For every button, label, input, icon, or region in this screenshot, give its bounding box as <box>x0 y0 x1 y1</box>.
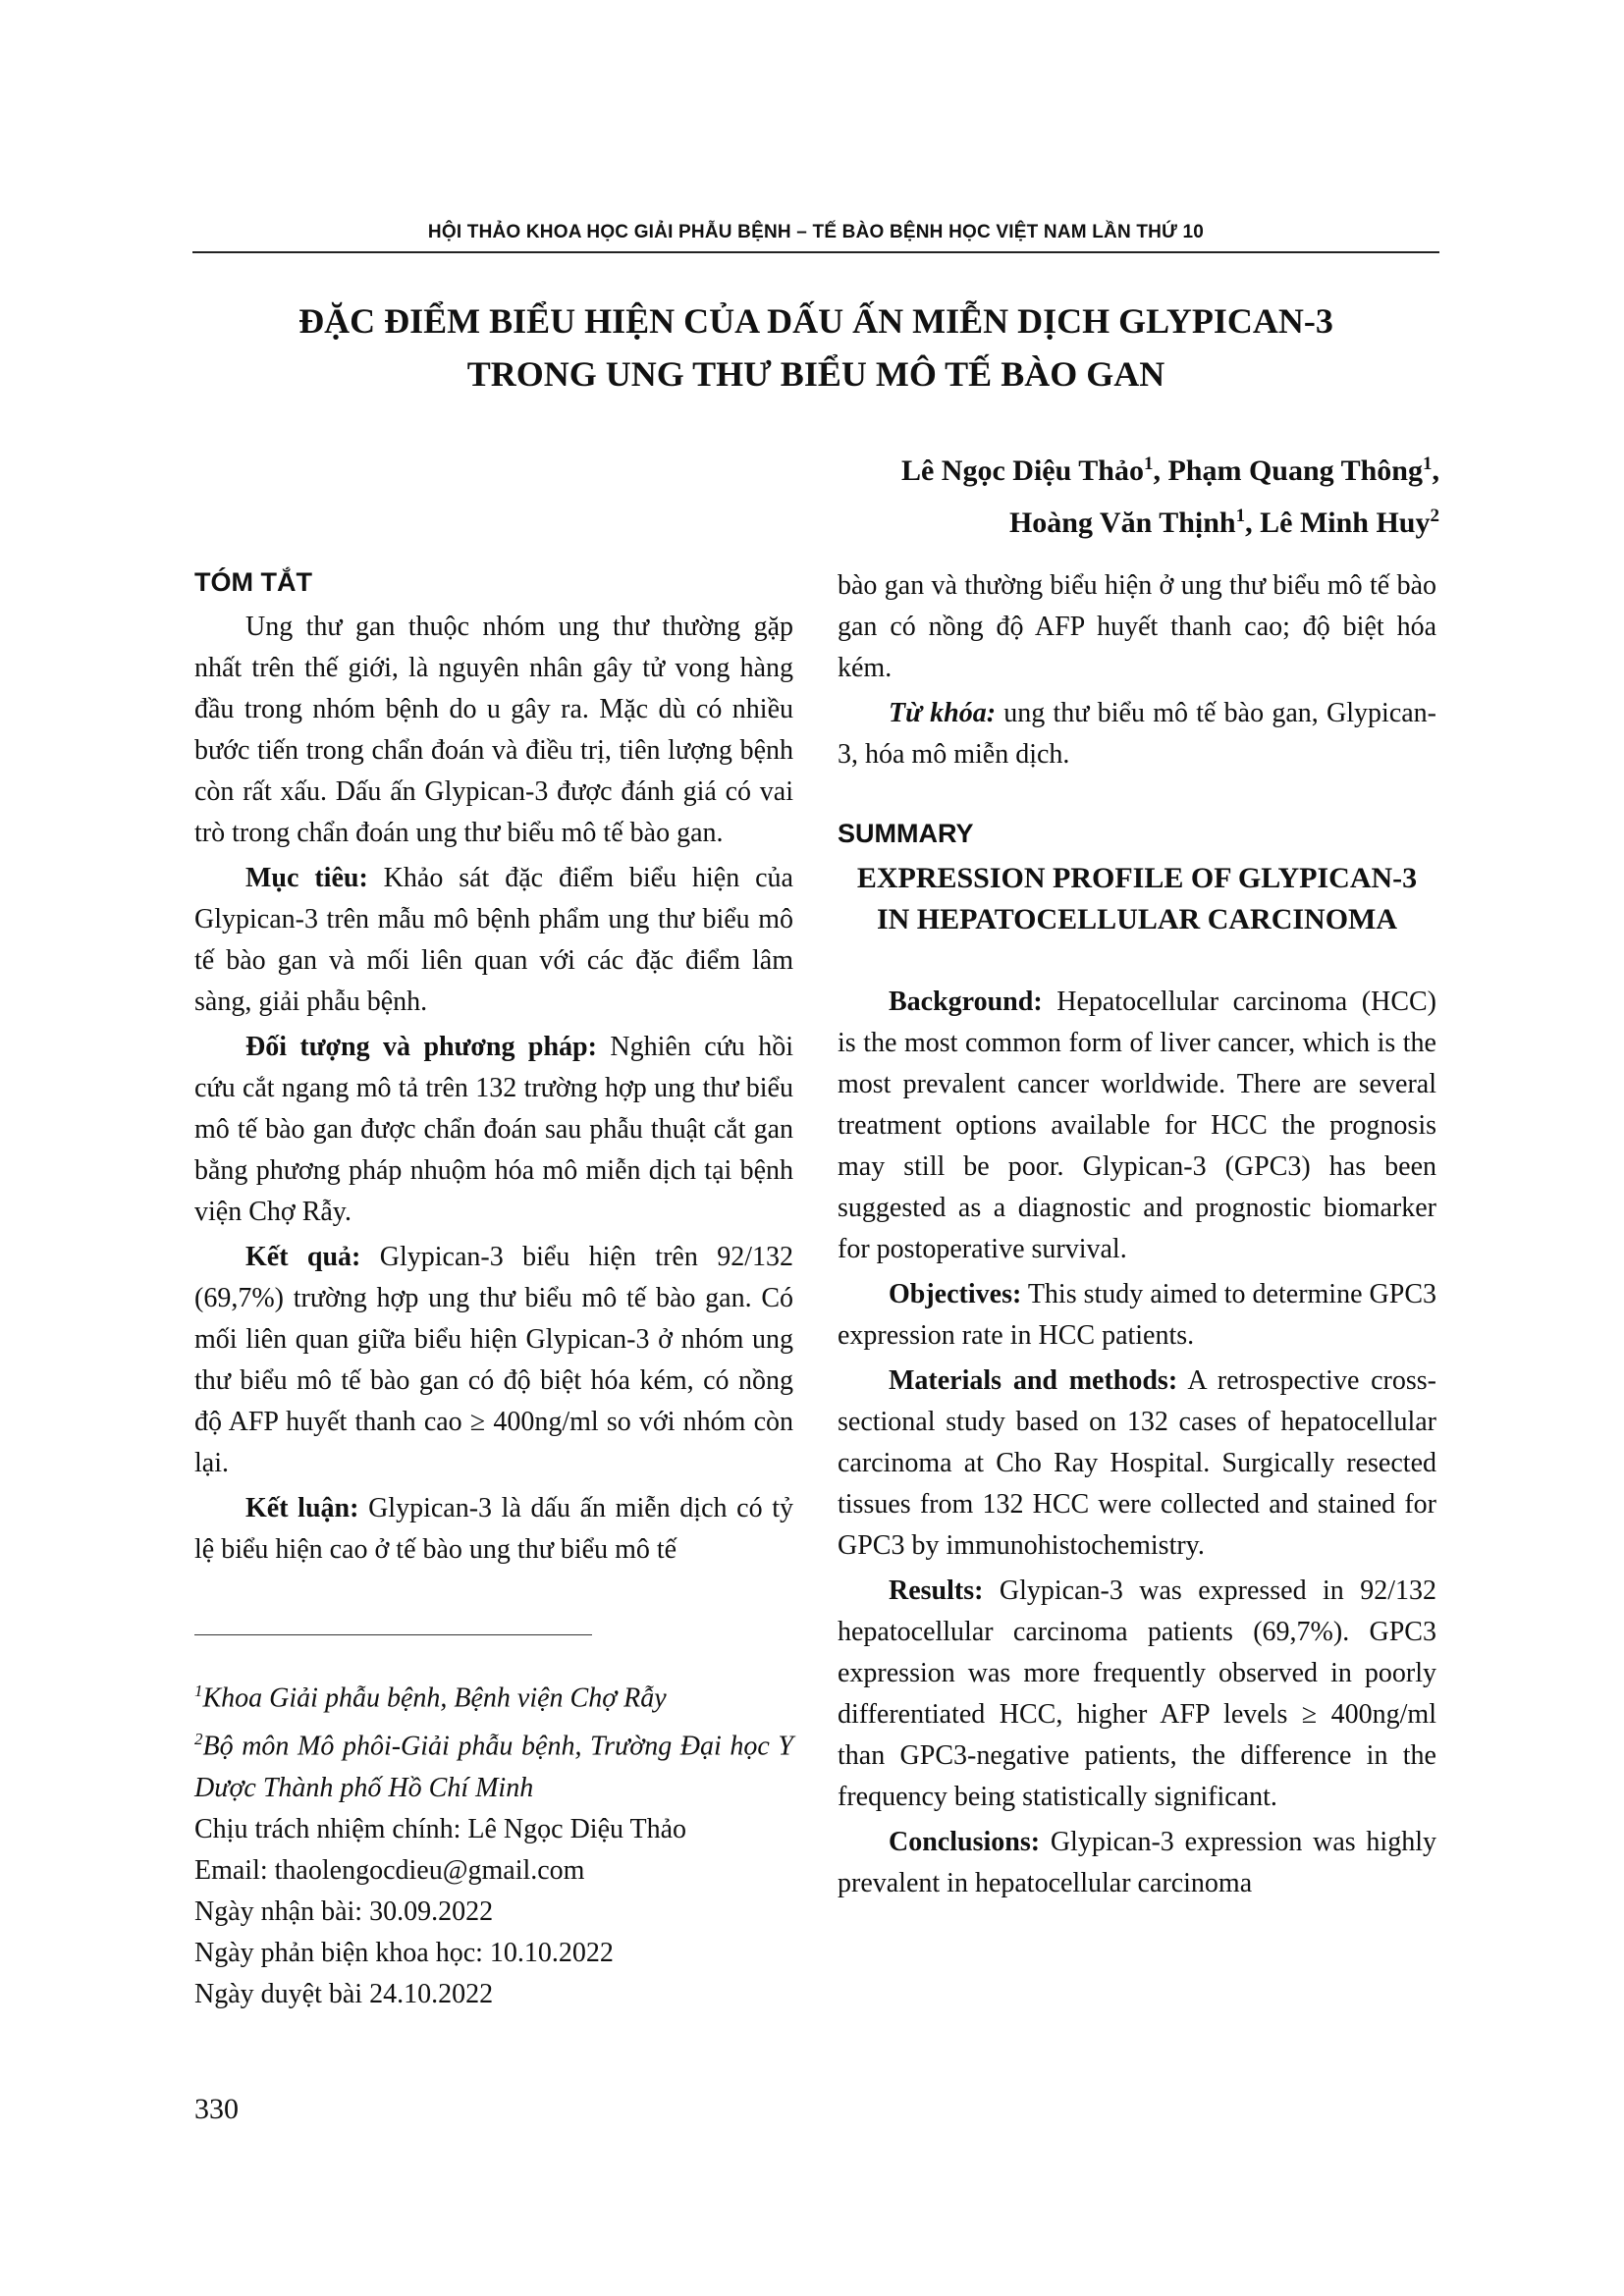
vn-abstract-heading: TÓM TẮT <box>194 567 312 597</box>
date-approved: Ngày duyệt bài 24.10.2022 <box>194 1978 494 2009</box>
running-header: HỘI THẢO KHOA HỌC GIẢI PHẪU BỆNH – TẾ BÀO BỆNH HỌC VIỆT NAM LẦN THỨ 10 <box>427 222 1205 242</box>
author-name: Hoàng Văn Thịnh <box>1008 507 1236 539</box>
author-list <box>901 442 1439 546</box>
en-title: EXPRESSION PROFILE OF GLYPICAN-3 IN HEPATOCELLULAR CARCINOMA <box>856 862 1418 935</box>
footnote-rule <box>194 1634 592 1635</box>
footnotes <box>194 1671 793 2015</box>
corresponding-author: Chịu trách nhiệm chính: Lê Ngọc Diệu Thảo <box>194 1813 687 1844</box>
en-results: Results: Glypican-3 was expressed in 92/132 hepatocellular carcinoma patients (69,7%). GPC3 expression was more frequently observed in poorly differentiated HCC, higher AFP levels ≥ 400ng/ml than GPC3-negative patients, the difference in the frequency being statistically significant. <box>838 1575 1436 1812</box>
en-background: Background: Hepatocellular carcinoma (HCC) is the most common form of liver cancer, which is the most prevalent cancer worldwide. There are several treatment options available for HCC the prognosis may still be poor. Glypican-3 (GPC3) has been suggested as a diagnostic and prognostic biomarker for postoperative survival. <box>838 987 1436 1264</box>
email: Email: thaolengocdieu@gmail.com <box>194 1854 585 1886</box>
author-name: Lê Minh Huy <box>1260 507 1431 539</box>
en-summary-heading: SUMMARY <box>838 819 974 848</box>
affiliation-2: $^2$Bộ môn Mô phôi-Giải phẫu bệnh, Trường Đại học Y Dược Thành phố Hồ Chí Minh <box>194 1730 793 1803</box>
date-reviewed: Ngày phản biện khoa học: 10.10.2022 <box>194 1937 614 1968</box>
vn-intro: Ung thư gan thuộc nhóm ung thư thường gặp nhất trên thế giới, là nguyên nhân gây tử vong hàng đầu trong nhóm bệnh do u gây ra. Mặc dù có nhiều bước tiến trong chẩn đoán và điều trị, tiên lượng bệnh còn rất xấu. Dấu ấn Glypican-3 được đánh giá có vai trò trong chẩn đoán ung thư biểu mô tế bào gan. <box>194 612 793 848</box>
author-name: Lê Ngọc Diệu Thảo <box>900 454 1144 487</box>
vn-conclusion: Kết luận: Glypican-3 là dấu ấn miễn dịch có tỷ lệ biểu hiện cao ở tế bào ung thư biểu mô tế <box>194 1493 794 1565</box>
author-name: Phạm Quang Thông <box>1167 454 1423 487</box>
header-rule <box>192 251 1439 253</box>
title-line-2: TRONG UNG THƯ BIỂU MÔ TẾ BÀO GAN <box>466 354 1165 394</box>
page-number: 330 <box>194 2093 239 2125</box>
vn-methods: Đối tượng và phương pháp: Nghiên cứu hồi cứu cắt ngang mô tả trên 132 trường hợp ung thư biểu mô tế bào gan được chẩn đoán sau phẫu thuật cắt gan bằng phương pháp nhuộm hóa mô miễn dịch tại bệnh viện Chợ Rẫy. <box>194 1032 793 1227</box>
article-title <box>192 294 1439 400</box>
vn-keywords: Từ khóa: ung thư biểu mô tế bào gan, Glypican-3, hóa mô miễn dịch. <box>838 698 1436 770</box>
vn-abstract-continued <box>838 565 1436 775</box>
affiliation-1: $^1$Khoa Giải phẫu bệnh, Bệnh viện Chợ Rẫy <box>194 1682 667 1714</box>
en-methods: Materials and methods: A retrospective cross-sectional study based on 132 cases of hepatocellular carcinoma at Cho Ray Hospital. Surgically resected tissues from 132 HCC were collected and stained for GPC3 by immunohistochemistry. <box>838 1365 1436 1561</box>
vn-conclusion-cont: bào gan và thường biểu hiện ở ung thư biểu mô tế bào gan có nồng độ AFP huyết thanh cao; độ biệt hóa kém. <box>838 570 1436 683</box>
author-line-2: Hoàng Văn Thịnh$^1$, Lê Minh Huy$^2$ <box>1008 506 1439 539</box>
en-summary <box>838 982 1436 1904</box>
en-objectives: Objectives: This study aimed to determine GPC3 expression rate in HCC patients. <box>838 1279 1436 1351</box>
vn-objective: Mục tiêu: Khảo sát đặc điểm biểu hiện của Glypican-3 trên mẫu mô bệnh phẩm ung thư biểu mô tế bào gan và mối liên quan với các đặc điểm lâm sàng, giải phẫu bệnh. <box>194 863 793 1017</box>
date-received: Ngày nhận bài: 30.09.2022 <box>194 1896 494 1927</box>
vn-results: Kết quả: Glypican-3 biểu hiện trên 92/132 (69,7%) trường hợp ung thư biểu mô tế bào gan. Có mối liên quan giữa biểu hiện Glypican-3 ở nhóm ung thư biểu mô tế bào gan có độ biệt hóa kém, có nồng độ AFP huyết thanh cao ≥ 400ng/ml so với nhóm còn lại. <box>194 1242 794 1478</box>
vn-abstract <box>194 607 793 1571</box>
en-conclusions: Conclusions: Glypican-3 expression was highly prevalent in hepatocellular carcinoma <box>838 1827 1436 1898</box>
author-line-1: Lê Ngọc Diệu Thảo$^1$, Phạm Quang Thông$^1$, <box>900 454 1439 487</box>
title-line-1: ĐẶC ĐIỂM BIỂU HIỆN CỦA DẤU ẤN MIỄN DỊCH GLYPICAN-3 <box>298 301 1333 341</box>
